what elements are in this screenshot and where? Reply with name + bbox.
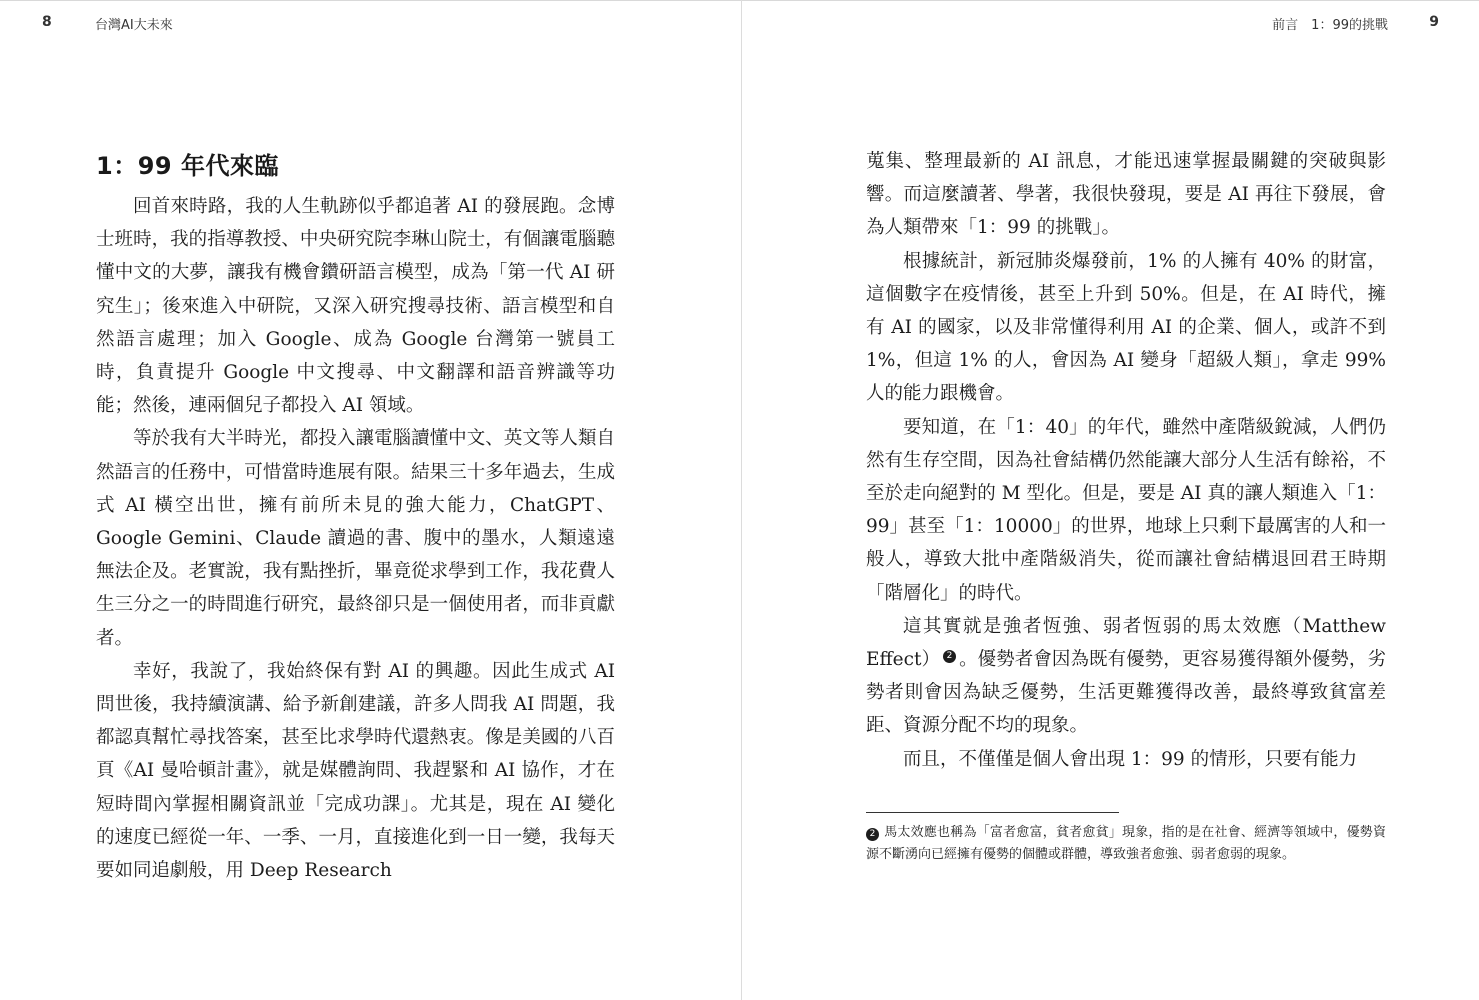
footnote-rule xyxy=(866,812,1119,813)
running-title: 前言 1：99的挑戰 xyxy=(1272,18,1388,33)
footnote-marker[interactable]: 2 xyxy=(943,650,956,663)
right-page xyxy=(742,0,1479,1000)
body-text xyxy=(866,145,1386,776)
paragraph-text: 。優勢者會因為既有優勢，更容易獲得額外優勢，劣勢者則會因為缺乏優勢，生活更難獲得改善，最終導致貧富差距、資源分配不均的現象。 xyxy=(866,649,1386,737)
paragraph: 根據統計，新冠肺炎爆發前，1% 的人擁有 40% 的財富，這個數字在疫情後，甚至上升到 50%。但是，在 AI 時代，擁有 AI 的國家，以及非常懂得利用 AI 的企業、個人，或許不到 1%，但這 1% 的人，會因為 AI 變身「超級人類」，拿走 99% 人的能力跟機會。 xyxy=(866,250,1386,405)
paragraph xyxy=(866,610,1386,743)
paragraph: 回首來時路，我的人生軌跡似乎都追著 AI 的發展跑。念博士班時，我的指導教授、中央研究院李琳山院士，有個讓電腦聽懂中文的大夢，讓我有機會鑽研語言模型，成為「第一代 AI 研究生」；後來進入中研院，又深入研究搜尋技術、語言模型和自然語言處理；加入 Google、成為 Google 台灣第一號員工時，負責提升 Google 中文搜尋、中文翻譯和語音辨識等功能；然後，連兩個兒子都投入 AI 領域。 xyxy=(96,196,615,417)
footnote xyxy=(866,822,1386,866)
paragraph: 而且，不僅僅是個人會出現 1：99 的情形，只要有能力 xyxy=(903,748,1358,770)
page-number: 9 xyxy=(1429,14,1439,30)
paragraph: 幸好，我說了，我始終保有對 AI 的興趣。因此生成式 AI 問世後，我持續演講、給予新創建議，許多人問我 AI 問題，我都認真幫忙尋找答案，甚至比求學時代還熱衷。像是美國的八百頁《AI 曼哈頓計畫》，就是媒體詢問、我趕緊和 AI 協作，才在短時間內掌握相關資訊並「完成功課」。尤其是，現在 AI 變化的速度已經從一年、一季、一月，直接進化到一日一變，我每天要如同追劇般，用 Deep Research xyxy=(96,660,615,882)
footnote-number: 2 xyxy=(866,828,879,841)
paragraph-text: 這其實就是強者恆強、弱者恆弱的馬太效應（Matthew Effect） xyxy=(866,615,1386,671)
running-title: 台灣AI大未來 xyxy=(95,18,173,33)
continued-paragraph: 蒐集、整理最新的 AI 訊息，才能迅速掌握最關鍵的突破與影響。而這麼讀著、學著，我很快發現，要是 AI 再往下發展，會為人類帶來「1：99 的挑戰」。 xyxy=(866,151,1386,239)
footnote-text: 馬太效應也稱為「富者愈富，貧者愈貧」現象，指的是在社會、經濟等領域中，優勢資源不斷湧向已經擁有優勢的個體或群體，導致強者愈強、弱者愈弱的現象。 xyxy=(866,825,1386,862)
paragraph: 等於我有大半時光，都投入讓電腦讀懂中文、英文等人類自然語言的任務中，可惜當時進展有限。結果三十多年過去，生成式 AI 橫空出世，擁有前所未見的強大能力，ChatGPT、Google Gemini、Claude 讀過的書、腹中的墨水，人類遠遠無法企及。老實說，我有點挫折，畢竟從求學到工作，我花費人生三分之一的時間進行研究，最終卻只是一個使用者，而非貢獻者。 xyxy=(96,428,615,649)
section-heading: 1：99 年代來臨 xyxy=(96,152,279,180)
paragraph: 要知道，在「1：40」的年代，雖然中產階級銳減，人們仍然有生存空間，因為社會結構仍然能讓大部分人生活有餘裕，不至於走向絕對的 M 型化。但是，要是 AI 真的讓人類進入「1：99」甚至「1：10000」的世界，地球上只剩下最厲害的人和一般人，導致大批中產階級消失，從而讓社會結構退回君王時期「階層化」的時代。 xyxy=(866,416,1386,604)
page-number: 8 xyxy=(42,14,52,30)
body-text xyxy=(96,190,615,887)
